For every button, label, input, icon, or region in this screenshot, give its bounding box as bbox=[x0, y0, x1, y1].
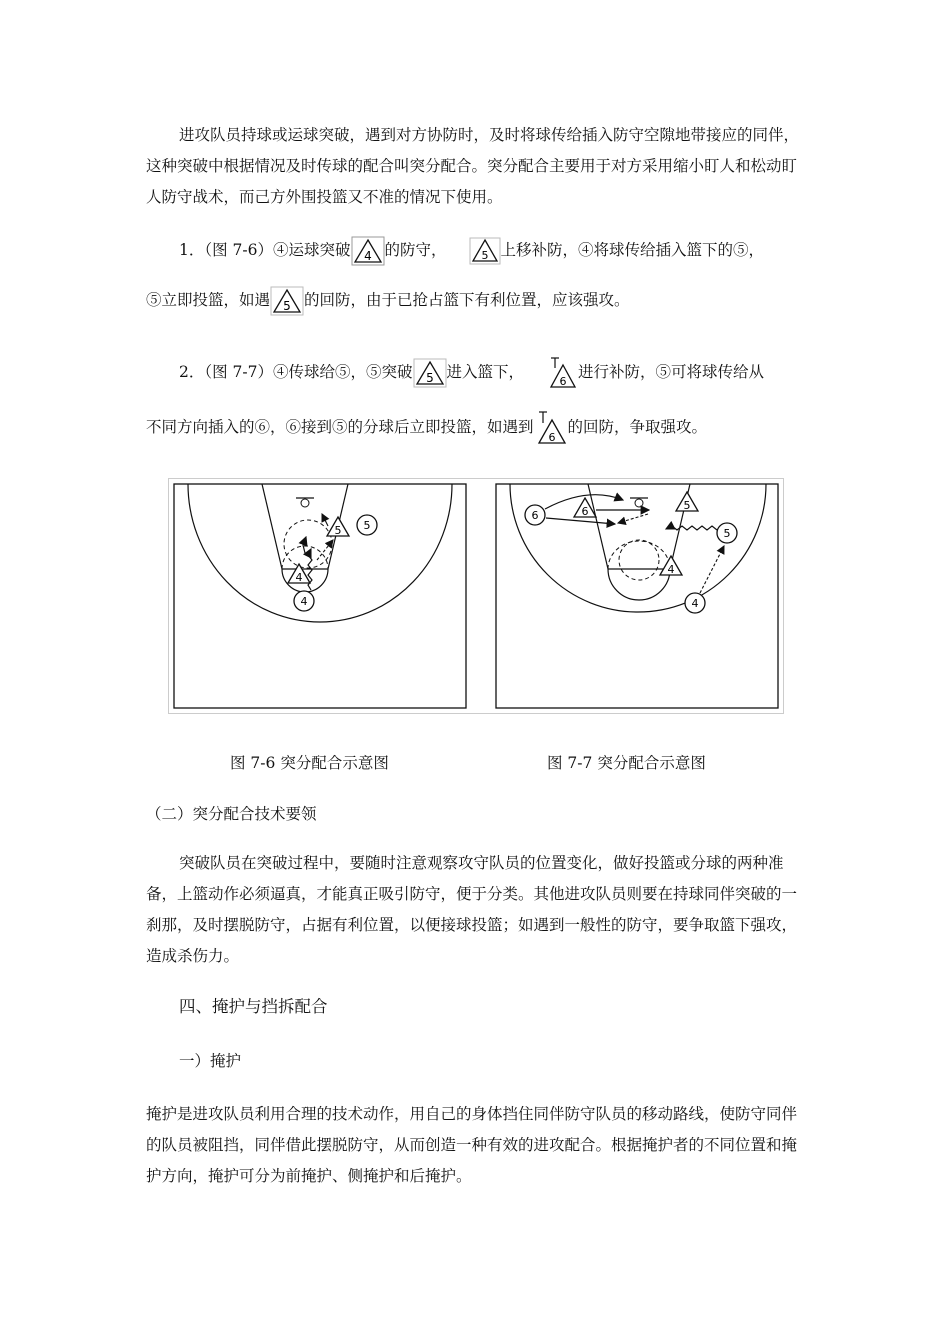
svg-text:4: 4 bbox=[363, 249, 372, 263]
defender-triangle-icon bbox=[469, 237, 501, 265]
item2-text-a: 2．（图 7-7）④传球给⑤，⑤突破 bbox=[179, 363, 413, 381]
item2-text-e: 的回防，争取强攻。 bbox=[567, 418, 708, 436]
defender-arm-raised-icon bbox=[546, 356, 578, 390]
svg-text:5: 5 bbox=[425, 371, 434, 385]
technique-paragraph: 突破队员在突破过程中，要随时注意观察攻守队员的位置变化，做好投篮或分球的两种准备，上篮动作必须逼真，才能真正吸引防守，便于分类。其他进攻队员则要在持球同伴突破的一刹那，及时摆脱防守，占据有利位置，以便接球投篮；如遇到一般性的防守，要争取篮下强攻，造成杀伤力。 bbox=[146, 854, 798, 965]
breakout-pass-diagrams bbox=[168, 478, 784, 714]
court-diagram-right bbox=[496, 484, 778, 708]
offense-6-label: 6 bbox=[531, 509, 539, 522]
offense-4-label-right: 4 bbox=[691, 597, 699, 610]
defender-triangle-icon bbox=[351, 236, 385, 266]
defender-arm-raised-icon bbox=[534, 410, 568, 446]
item2-line1 bbox=[179, 356, 764, 390]
offense-4-label: 4 bbox=[300, 595, 308, 608]
figure-caption-left: 图 7-6 突分配合示意图 bbox=[230, 754, 389, 772]
offense-5-label-right: 5 bbox=[723, 527, 731, 540]
item1-text-d: ⑤立即投篮，如遇 bbox=[146, 291, 271, 309]
item1-line1 bbox=[179, 236, 764, 266]
screen-paragraph: 掩护是进攻队员利用合理的技术动作，用自己的身体挡住同伴防守队员的移动路线，使防守同伴的队员被阻挡，同伴借此摆脱防守，从而创造一种有效的进攻配合。根据掩护者的不同位置和掩护方向，掩护可分为前掩护、侧掩护和后掩护。 bbox=[146, 1105, 798, 1185]
defender-triangle-icon bbox=[413, 358, 447, 388]
svg-text:6: 6 bbox=[548, 431, 556, 444]
defender-5-label-right: 5 bbox=[683, 499, 691, 512]
sub-heading-screen: 一）掩护 bbox=[179, 1052, 242, 1070]
section-heading: 四、掩护与挡拆配合 bbox=[179, 997, 328, 1016]
defender-4-label-right: 4 bbox=[667, 563, 675, 576]
figure-caption-right: 图 7-7 突分配合示意图 bbox=[547, 754, 706, 772]
court-diagram-left bbox=[174, 484, 466, 708]
defender-5-label: 5 bbox=[334, 524, 342, 537]
intro-paragraph: 进攻队员持球或运球突破，遇到对方协防时，及时将球传给插入防守空隙地带接应的同伴，这种突破中根据情况及时传球的配合叫突分配合。突分配合主要用于对方采用缩小盯人和松动盯人防守战术，而己方外围投篮又不准的情况下使用。 bbox=[146, 126, 800, 206]
item1-text-b: 的防守， bbox=[384, 241, 447, 259]
sub-heading-technique: （二）突分配合技术要领 bbox=[146, 805, 317, 823]
svg-text:5: 5 bbox=[481, 249, 489, 262]
item1-line2 bbox=[146, 286, 630, 316]
defender-4-label: 4 bbox=[295, 571, 303, 584]
item2-text-c: 进行补防，⑤可将球传给从 bbox=[578, 363, 765, 381]
item1-text-a: 1．（图 7-6）④运球突破 bbox=[179, 241, 351, 259]
item2-line2 bbox=[146, 410, 707, 446]
defender-triangle-icon bbox=[270, 286, 304, 316]
svg-text:5: 5 bbox=[283, 299, 291, 313]
item2-text-d: 不同方向插入的⑥，⑥接到⑤的分球后立即投篮，如遇到 bbox=[146, 418, 534, 436]
item1-text-e: 的回防，由于已抢占篮下有利位置，应该强攻。 bbox=[304, 291, 630, 309]
defender-6-label: 6 bbox=[581, 505, 589, 518]
item1-text-c: 上移补防，④将球传给插入篮下的⑤， bbox=[500, 241, 765, 259]
item2-text-b: 进入篮下， bbox=[446, 363, 525, 381]
svg-text:6: 6 bbox=[559, 375, 567, 388]
offense-5-label: 5 bbox=[363, 519, 371, 532]
